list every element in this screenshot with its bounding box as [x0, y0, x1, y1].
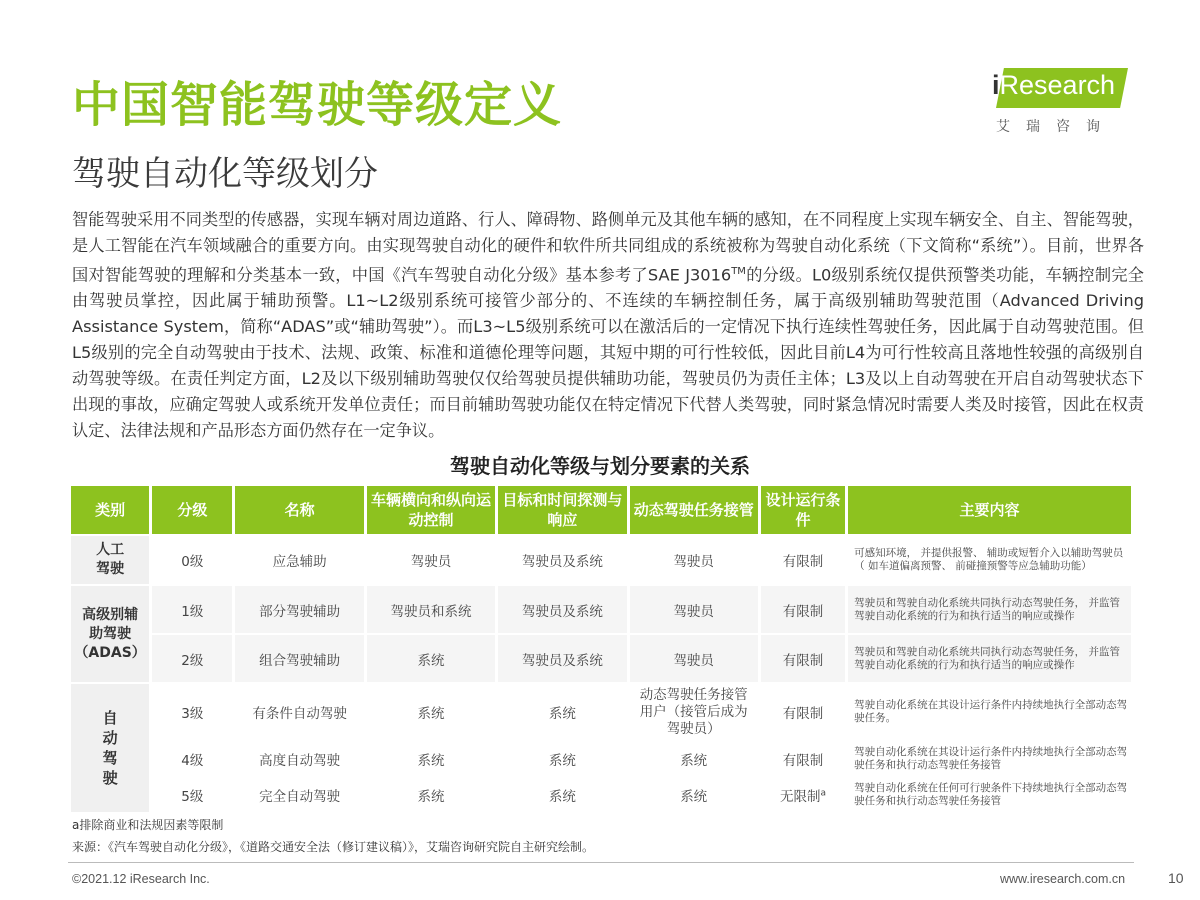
table-row	[71, 742, 1131, 776]
category-adas	[71, 586, 149, 682]
cell-takeover: 系统	[680, 753, 708, 769]
cell-takeover: 系统	[680, 789, 708, 805]
header-condition: 设计运行条件	[761, 486, 845, 534]
table-row	[71, 635, 1131, 682]
cell-detect: 驾驶员及系统	[498, 635, 626, 682]
cell-detect: 驾驶员及系统	[498, 586, 626, 633]
cell-content: 驾驶自动化系统在其设计运行条件内持续地执行全部动态驾驶任务。	[854, 699, 1128, 724]
cat-char: 自	[102, 708, 118, 727]
source-note: 来源：《汽车驾驶自动化分级》，《道路交通安全法（修订建议稿）》，艾瑞咨询研究院自主研究绘制。	[72, 840, 595, 854]
iresearch-logo	[990, 62, 1140, 138]
cell-name: 完全自动驾驶	[259, 789, 341, 805]
cell-lateral: 驾驶员	[410, 554, 452, 570]
header-detection: 目标和时间探测与响应	[498, 486, 626, 534]
cell-level: 5级	[181, 789, 204, 805]
table-row	[71, 586, 1131, 633]
table-row	[71, 536, 1131, 584]
cat-char: 驾	[102, 748, 118, 767]
cell-content: 驾驶员和驾驶自动化系统共同执行动态驾驶任务， 并监管驾驶自动化系统的行为和执行适当的响应或操作	[848, 586, 1131, 633]
cell-content: 可感知环境， 并提供报警、 辅助或短暂介入以辅助驾驶员（ 如车道偏离预警、 前碰撞预警等应急辅助功能）	[854, 547, 1124, 572]
category-autonomous	[71, 684, 149, 812]
table-header-row	[71, 486, 1131, 534]
website-link[interactable]: www.iresearch.com.cn	[1000, 872, 1126, 886]
footer-divider	[68, 862, 1134, 863]
cell-name: 应急辅助	[272, 554, 327, 570]
header-category: 类别	[71, 486, 149, 534]
table-row	[71, 778, 1131, 812]
logo-brand-i: i	[992, 70, 1000, 100]
cell-takeover	[630, 684, 758, 740]
cell-name: 有条件自动驾驶	[252, 706, 347, 722]
trademark-superscript: TM	[731, 266, 746, 277]
logo-brand-rest: Research	[999, 70, 1116, 100]
cell-detect: 驾驶员及系统	[521, 554, 603, 570]
category-adas-abbr: （ADAS）	[74, 644, 146, 661]
cell-condition	[761, 778, 845, 812]
cat-char: 动	[102, 728, 118, 747]
header-takeover: 动态驾驶任务接管	[630, 486, 758, 534]
category-human	[71, 536, 149, 584]
cell-takeover-text: 动态驾驶任务接管用户（接管后成为驾驶员）	[639, 686, 748, 737]
logo-chinese-name: 艾瑞咨询	[996, 119, 1116, 135]
footnote: a排除商业和法规因素等限制	[72, 818, 224, 832]
cell-detect: 系统	[548, 706, 576, 722]
cell-level: 0级	[181, 554, 204, 570]
cell-detect: 系统	[548, 753, 576, 769]
cell-takeover: 驾驶员	[630, 635, 758, 682]
cell-level: 3级	[181, 706, 204, 722]
intro-text-part2: 的分级。L0级别系统仅提供预警类功能，车辆控制完全由驾驶员掌控，因此属于辅助预警。L1~L2级别系统可接管少部分的、不连续的车辆控制任务，属于高级别辅助驾驶范围（Advanced Driving Assistance System，简称“ADAS”或“辅助驾驶”）。而L3~L5级别系统可以在激活后的一定情况下执行连续性驾驶任务，因此属于自动驾驶范围。但L5级别的完全自动驾驶由于技术、法规、政策、标准和道德伦理等问题，其短中期的可行性较低，因此目前L4为可行性较高且落地性较强的高级别自动驾驶等级。在责任判定方面，L2及以下级别辅助驾驶仅仅给驾驶员提供辅助功能，驾驶员仍为责任主体；L3及以上自动驾驶在开启自动驾驶状态下出现的事故，应确定驾驶人或系统开发单位责任；而目前辅助驾驶功能仅在特定情况下代替人类驾驶，同时紧急情况时需要人类及时接管，因此在权责认定、法律法规和产品形态方面仍然存在一定争议。	[72, 265, 1144, 441]
intro-text-part1: 智能驾驶采用不同类型的传感器，实现车辆对周边道路、行人、障碍物、路侧单元及其他车辆的感知，在不同程度上实现车辆安全、自主、智能驾驶，是人工智能在汽车领域融合的重要方向。由实现驾驶自动化的硬件和软件所共同组成的系统被称为驾驶自动化系统（下文简称“系统”）。目前，世界各国对智能驾驶的理解和分类基本一致，中国《汽车驾驶自动化分级》基本参考了SAE J3016	[72, 210, 1144, 285]
copyright: ©2021.12 iResearch Inc.	[72, 872, 210, 886]
category-human-label: 人工驾驶	[96, 542, 125, 577]
cell-content: 驾驶自动化系统在其设计运行条件内持续地执行全部动态驾驶任务和执行动态驾驶任务接管	[854, 746, 1128, 771]
header-content: 主要内容	[848, 486, 1131, 534]
cell-lateral: 系统	[417, 789, 445, 805]
cell-detect: 系统	[548, 789, 576, 805]
automation-level-table	[68, 484, 1134, 814]
cell-lateral: 系统	[417, 706, 445, 722]
cell-lateral: 系统	[367, 635, 495, 682]
cat-char: 驶	[102, 768, 118, 787]
cell-content: 驾驶自动化系统在任何可行驶条件下持续地执行全部动态驾驶任务和执行动态驾驶任务接管	[854, 782, 1128, 807]
header-level: 分级	[152, 486, 232, 534]
page-title: 中国智能驾驶等级定义	[72, 77, 563, 133]
category-autonomous-label	[101, 708, 119, 788]
footnote-marker: a	[820, 788, 826, 799]
cell-lateral: 系统	[417, 753, 445, 769]
page-number: 10	[1168, 870, 1184, 886]
cell-condition-text: 无限制	[779, 789, 821, 805]
cell-condition: 有限制	[782, 554, 824, 570]
cell-content: 驾驶员和驾驶自动化系统共同执行动态驾驶任务， 并监管驾驶自动化系统的行为和执行适当的响应或操作	[848, 635, 1131, 682]
logo-brand	[992, 70, 1115, 101]
header-name: 名称	[235, 486, 363, 534]
intro-paragraph	[72, 207, 1144, 444]
cell-takeover: 驾驶员	[673, 554, 714, 570]
cell-name: 组合驾驶辅助	[235, 635, 363, 682]
cell-name: 部分驾驶辅助	[235, 586, 363, 633]
cell-name: 高度自动驾驶	[259, 753, 341, 769]
header-lateral-control: 车辆横向和纵向运动控制	[367, 486, 495, 534]
cell-condition: 有限制	[761, 586, 845, 633]
cell-condition: 有限制	[782, 706, 824, 722]
cell-level: 4级	[181, 753, 204, 769]
category-adas-label: 高级别辅助驾驶	[82, 606, 139, 642]
cell-level: 2级	[152, 635, 232, 682]
cell-lateral: 驾驶员和系统	[367, 586, 495, 633]
cell-condition: 有限制	[782, 753, 824, 769]
table-row	[71, 684, 1131, 740]
page-subtitle: 驾驶自动化等级划分	[72, 154, 378, 194]
cell-condition: 有限制	[761, 635, 845, 682]
cell-takeover: 驾驶员	[630, 586, 758, 633]
cell-level: 1级	[152, 586, 232, 633]
table-title: 驾驶自动化等级与划分要素的关系	[450, 454, 750, 478]
